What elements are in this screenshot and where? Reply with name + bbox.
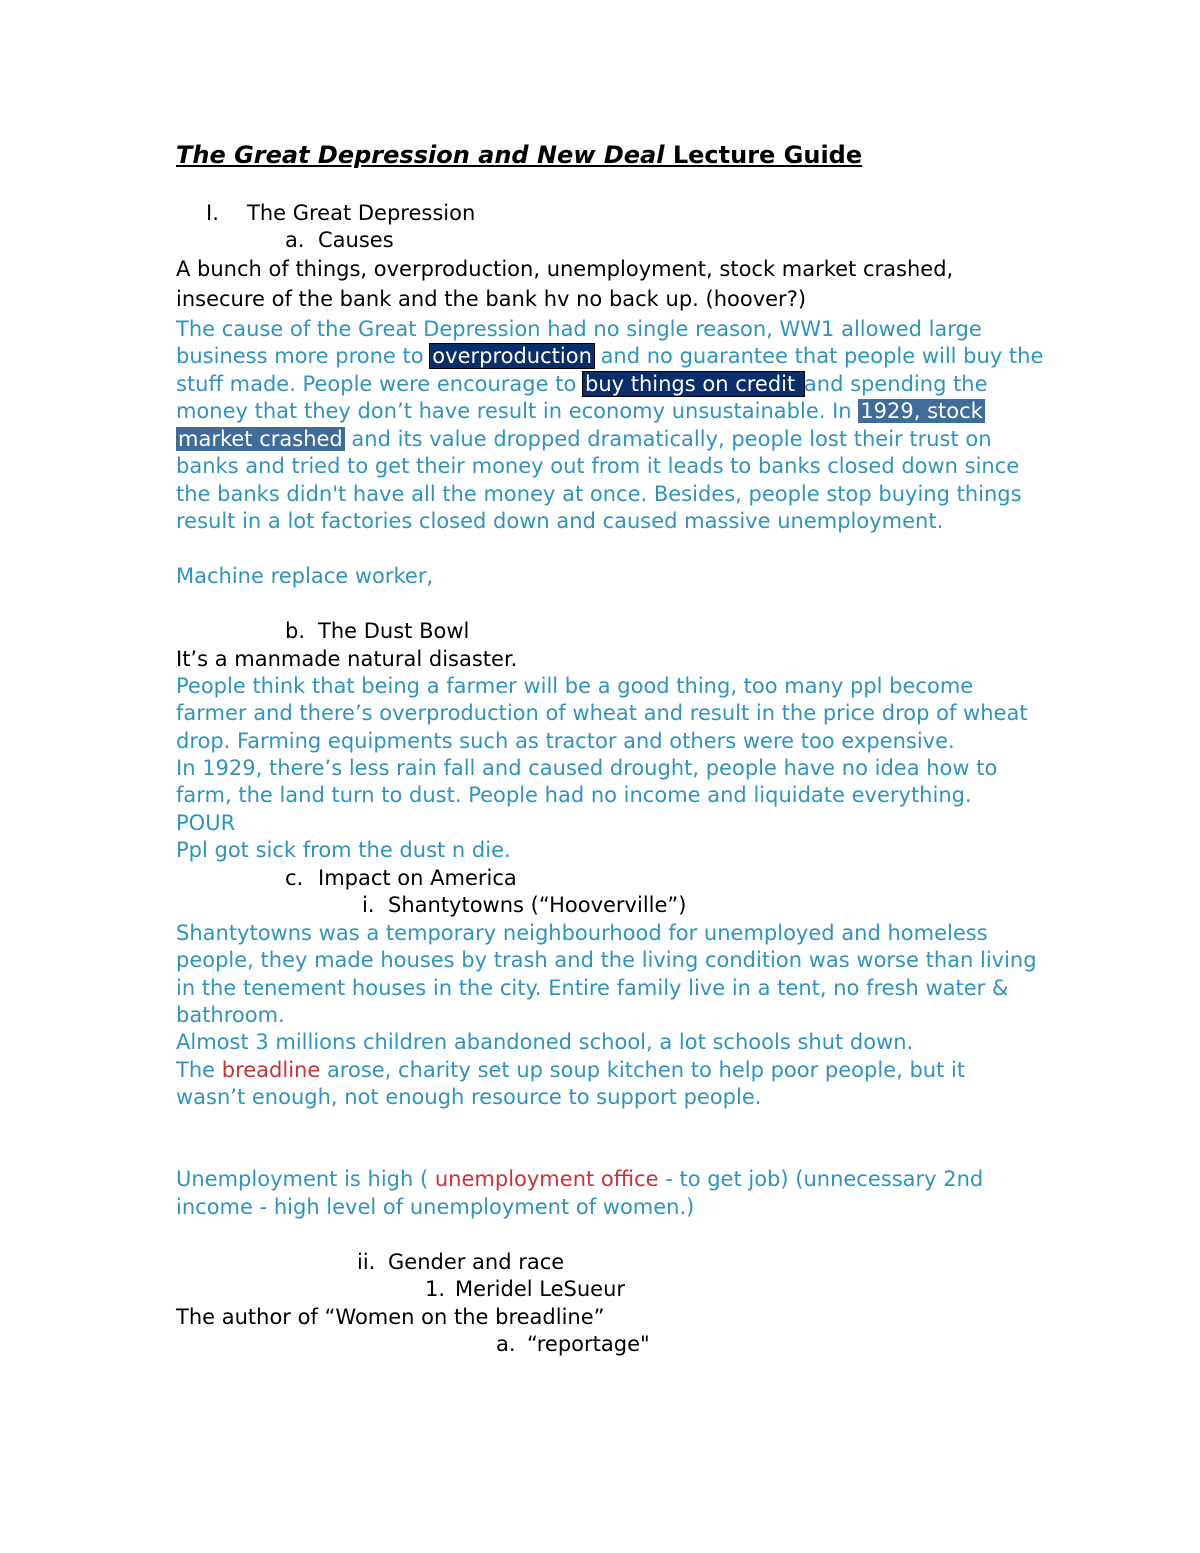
shanty-paragraph-line: bathroom. xyxy=(176,1003,285,1027)
outline-marker: ii. xyxy=(357,1250,376,1274)
unemployment-line: income - high level of unemployment of women.) xyxy=(176,1195,695,1219)
text-run: and its value dropped dramatically, people lost their trust on xyxy=(344,427,992,451)
text-run: and spending the xyxy=(803,372,988,396)
text-run: money that they don’t have result in economy unsustainable. In xyxy=(176,399,859,423)
outline-heading: The Dust Bowl xyxy=(318,619,470,643)
outline-shantytowns xyxy=(362,892,687,919)
outline-heading: Causes xyxy=(318,228,394,252)
highlight-overproduction: overproduction xyxy=(432,344,592,368)
dust-paragraph-line: People think that being a farmer will be a good thing, too many ppl become xyxy=(176,674,974,698)
causes-paragraph-line xyxy=(176,398,985,425)
dust-paragraph-line: POUR xyxy=(176,811,236,835)
causes-paragraph-line: Machine replace worker, xyxy=(176,564,434,588)
highlight-credit: buy things on credit xyxy=(584,372,802,396)
text-run: The xyxy=(176,1058,222,1082)
unemployment-office-term: unemployment office xyxy=(434,1167,659,1191)
outline-heading: “reportage" xyxy=(527,1332,650,1356)
outline-marker: c. xyxy=(285,866,304,890)
causes-paragraph-line xyxy=(176,371,988,398)
outline-heading: Gender and race xyxy=(388,1250,565,1274)
unemployment-line xyxy=(176,1166,983,1193)
outline-marker: i. xyxy=(362,893,375,917)
causes-paragraph-line: banks and tried to get their money out from it leads to banks closed down since xyxy=(176,454,1020,478)
outline-meridel xyxy=(425,1276,626,1303)
dust-paragraph-line: farmer and there’s overproduction of wheat and result in the price drop of wheat xyxy=(176,701,1028,725)
breadline-term: breadline xyxy=(221,1058,321,1082)
title-rest: Lecture Guide xyxy=(664,141,863,169)
outline-reportage xyxy=(496,1331,650,1358)
outline-marker: 1. xyxy=(425,1277,446,1301)
shanty-paragraph-line: Shantytowns was a temporary neighbourhood for unemployed and homeless xyxy=(176,921,988,945)
outline-heading: Impact on America xyxy=(318,866,517,890)
dust-paragraph-line: In 1929, there’s less rain fall and caused drought, people have no idea how to xyxy=(176,756,998,780)
outline-heading: Shantytowns (“Hooverville”) xyxy=(388,893,687,917)
highlight-1929-stock: 1929, stock xyxy=(860,399,983,423)
highlight-market-crashed: market crashed xyxy=(178,427,343,451)
shanty-paragraph-line: people, they made houses by trash and the living condition was worse than living xyxy=(176,948,1037,972)
outline-marker: b. xyxy=(285,619,306,643)
page-title xyxy=(176,142,862,169)
text-run: arose, charity set up soup kitchen to help poor people, but it xyxy=(320,1058,966,1082)
text-run: and no guarantee that people will buy the xyxy=(593,344,1044,368)
causes-note-line: A bunch of things, overproduction, unemployment, stock market crashed, xyxy=(176,257,954,281)
causes-note-line: insecure of the bank and the bank hv no back up. (hoover?) xyxy=(176,287,807,311)
outline-heading: The Great Depression xyxy=(247,201,476,225)
outline-section-1 xyxy=(206,200,476,227)
shanty-paragraph-line: in the tenement houses in the city. Entire family live in a tent, no fresh water & xyxy=(176,976,1009,1000)
causes-paragraph-line xyxy=(176,343,1043,370)
meridel-note-line: The author of “Women on the breadline” xyxy=(176,1305,605,1329)
text-run: stuff made. People were encourage to xyxy=(176,372,583,396)
shanty-paragraph-line: wasn’t enough, not enough resource to support people. xyxy=(176,1085,762,1109)
shanty-paragraph-line xyxy=(176,1057,965,1084)
dust-paragraph-line: drop. Farming equipments such as tractor and others were too expensive. xyxy=(176,729,955,753)
outline-marker: I. xyxy=(206,201,219,225)
outline-causes xyxy=(285,227,394,254)
outline-heading: Meridel LeSueur xyxy=(455,1277,626,1301)
causes-paragraph-line xyxy=(176,426,992,453)
causes-paragraph-line: The cause of the Great Depression had no single reason, WW1 allowed large xyxy=(176,317,982,341)
title-italic: The Great Depression and New Deal xyxy=(176,141,665,169)
text-run: business more prone to xyxy=(176,344,431,368)
outline-marker: a. xyxy=(496,1332,516,1356)
outline-impact xyxy=(285,865,517,892)
causes-paragraph-line: result in a lot factories closed down and caused massive unemployment. xyxy=(176,509,944,533)
outline-gender-race xyxy=(357,1249,565,1276)
outline-dust-bowl xyxy=(285,618,470,645)
dust-note-line: It’s a manmade natural disaster. xyxy=(176,647,518,671)
dust-paragraph-line: Ppl got sick from the dust n die. xyxy=(176,838,511,862)
outline-marker: a. xyxy=(285,228,305,252)
text-run: Unemployment is high ( xyxy=(176,1167,435,1191)
text-run: - to get job) (unnecessary 2nd xyxy=(658,1167,984,1191)
dust-paragraph-line: farm, the land turn to dust. People had no income and liquidate everything. xyxy=(176,783,972,807)
shanty-paragraph-line: Almost 3 millions children abandoned school, a lot schools shut down. xyxy=(176,1030,914,1054)
causes-paragraph-line: the banks didn't have all the money at once. Besides, people stop buying things xyxy=(176,482,1022,506)
